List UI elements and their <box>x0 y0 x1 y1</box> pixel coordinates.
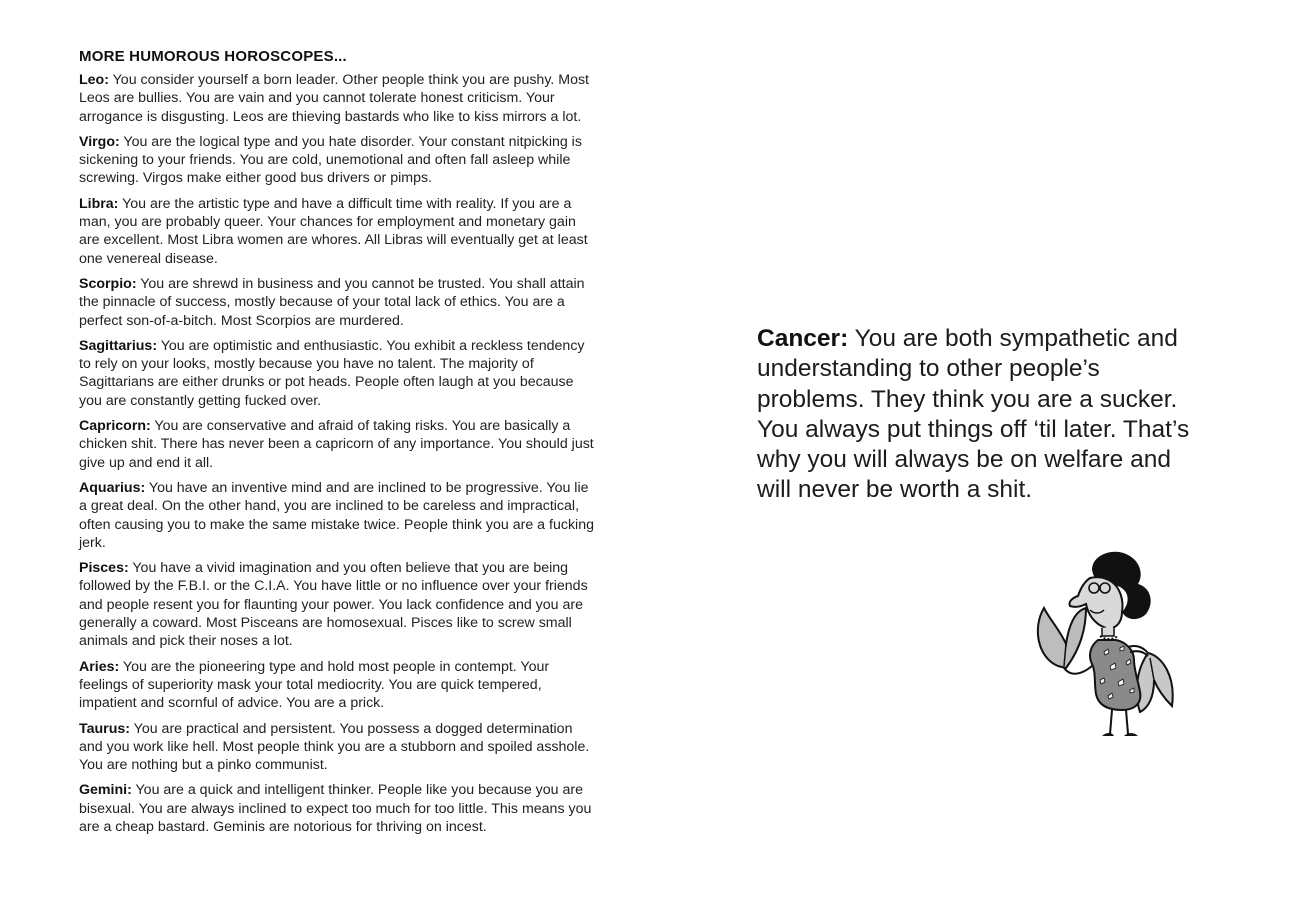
horoscope-entry-leo <box>79 71 597 126</box>
left-claw-icon <box>1038 608 1092 674</box>
sign-text: You are conservative and afraid of taking risks. You are basically a chicken shit. There has never been a capricorn of any importance. You should just give up and end it all. <box>79 418 594 471</box>
sign-name: Libra: <box>79 195 119 212</box>
horoscope-entry-taurus <box>79 720 597 775</box>
sign-name: Pisces: <box>79 560 129 577</box>
sign-text: You consider yourself a born leader. Other people think you are pushy. Most Leos are bullies. You are vain and you cannot tolerate honest criticism. Your arrogance is disgusting. Leos are thieving bastards who like to kiss mirrors a lot. <box>79 72 589 125</box>
sign-text: You have a vivid imagination and you often believe that you are being followed by the F.B.I. or the C.I.A. You have little or no influence over your friends and people resent you for flaunting your power. You lack confidence and you are generally a coward. Most Pisceans are homosexual. Pisces like to screw small animals and pick their noses a lot. <box>79 560 588 650</box>
horoscope-entry-virgo <box>79 133 597 188</box>
crab-lady-illustration-icon <box>1030 548 1180 743</box>
left-page <box>79 48 597 843</box>
horoscope-entry-aries <box>79 658 597 713</box>
sign-name: Scorpio: <box>79 275 137 292</box>
sign-name: Aquarius: <box>79 479 146 496</box>
sign-name: Taurus: <box>79 720 130 737</box>
sign-name: Cancer: <box>757 325 849 352</box>
sign-text: You are optimistic and enthusiastic. You exhibit a reckless tendency to rely on your looks, mostly because you have no talent. The majority of Sagittarians are either drunks or pot heads. People often laugh at you because you are constantly getting fucked over. <box>79 337 585 409</box>
sign-text: You are the logical type and you hate disorder. Your constant nitpicking is sickening to your friends. You are cold, unemotional and often fall asleep while screwing. Virgos make either good bus drivers or pimps. <box>79 133 582 187</box>
horoscope-entry-scorpio <box>79 275 597 330</box>
sign-name: Sagittarius: <box>79 337 158 354</box>
horoscope-entry-pisces <box>79 559 597 650</box>
sign-text: You are a quick and intelligent thinker. People like you because you are bisexual. You are always inclined to expect too much for too little. This means you are a cheap bastard. Geminis are notorious for thriving on incest. <box>79 782 592 835</box>
sign-text: You are shrewd in business and you cannot be trusted. You shall attain the pinnacle of success, mostly because of your total lack of ethics. You are a perfect son-of-a-bitch. Most Scorpios are murdered. <box>79 275 585 329</box>
page-heading: MORE HUMOROUS HOROSCOPES... <box>79 48 347 65</box>
sign-text: You are the pioneering type and hold most people in contempt. Your feelings of superiority mask your total mediocrity. You are quick tempered, impatient and scornful of advice. You are a prick. <box>79 658 550 712</box>
horoscope-entry-libra <box>79 195 597 268</box>
sign-name: Virgo: <box>79 133 120 150</box>
sign-text: You are both sympathetic and understanding to other people’s problems. They think you are a sucker. You always put things off ‘til later. That’s why you will always be on welfare and will never be worth a shit. <box>757 325 1190 504</box>
horoscope-entry-aquarius <box>79 479 597 552</box>
sign-name: Aries: <box>79 658 120 675</box>
horoscope-entry-sagittarius <box>79 337 597 410</box>
sign-name: Gemini: <box>79 782 132 799</box>
right-page <box>757 324 1197 506</box>
sign-text: You are the artistic type and have a difficult time with reality. If you are a man, you are probably queer. Your chances for employment and monetary gain are excellent. Most Libra women are whores. All Libras will eventually get at least one venereal disease. <box>79 195 588 267</box>
sign-name: Capricorn: <box>79 418 151 435</box>
featured-horoscope-cancer <box>757 324 1197 506</box>
sign-text: You are practical and persistent. You possess a dogged determination and you work like hell. Most people think you are a stubborn and spoiled asshole. You are nothing but a pinko communist. <box>79 720 590 774</box>
horoscope-entry-capricorn <box>79 417 597 472</box>
horoscope-entry-gemini <box>79 781 597 836</box>
sign-name: Leo: <box>79 72 109 88</box>
sign-text: You have an inventive mind and are inclined to be progressive. You lie a great deal. On the other hand, you are inclined to be careless and impractical, often causing you to make the same mistake twice. People think you are a fucking jerk. <box>79 479 594 551</box>
